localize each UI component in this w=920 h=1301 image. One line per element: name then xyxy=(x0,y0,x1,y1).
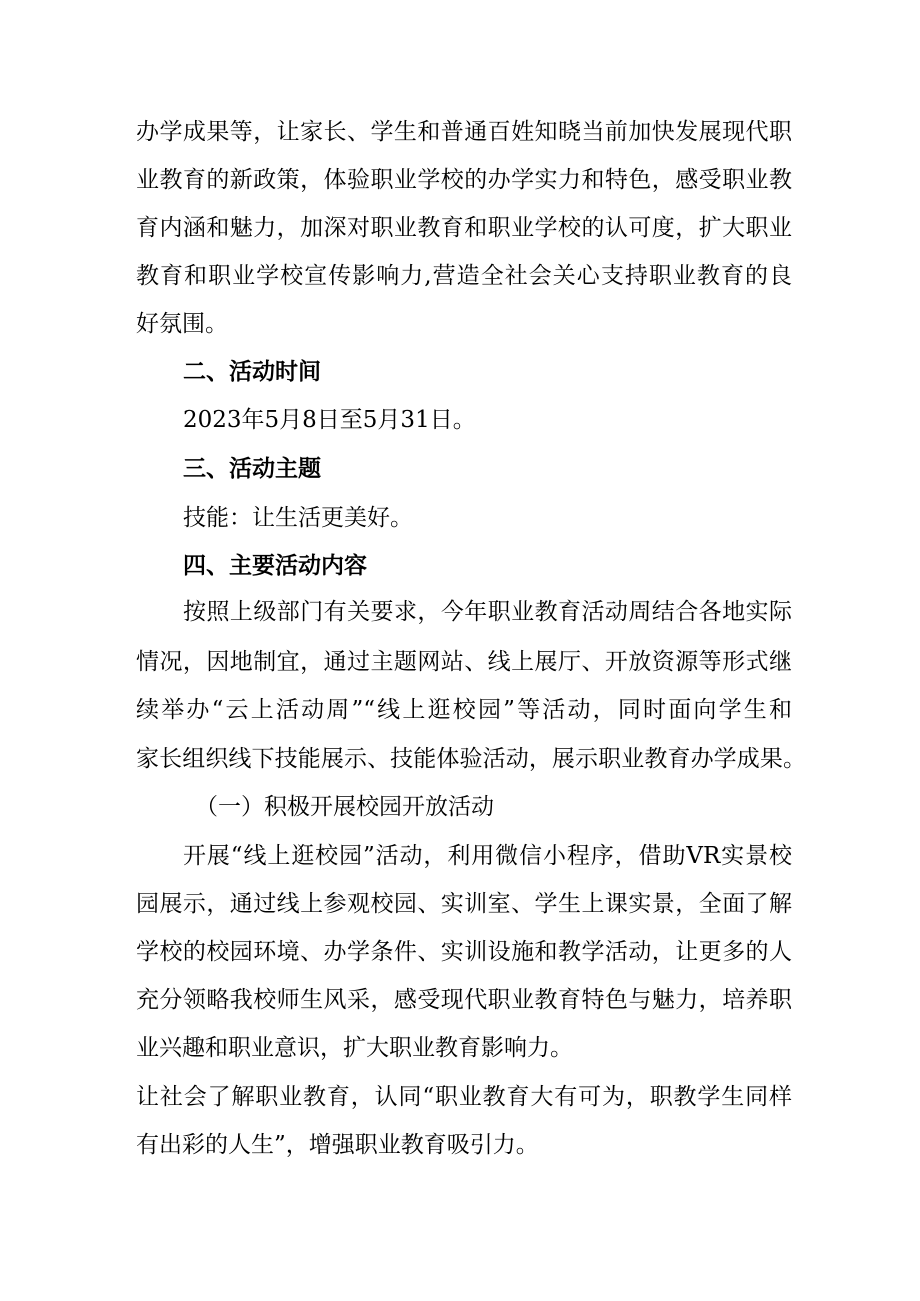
paragraph-line: 园展示，通过线上参观校园、实训室、学生上课实景，全面了解 xyxy=(136,891,792,917)
section-heading-theme: 三、活动主题 xyxy=(183,456,321,482)
paragraph-line: 业教育的新政策，体验职业学校的办学实力和特色，感受职业教 xyxy=(136,167,792,193)
paragraph-line: 家长组织线下技能展示、技能体验活动，展示职业教育办学成果。 xyxy=(136,746,806,772)
activity-date: 2023年5月8日至5月31日。 xyxy=(183,407,476,433)
paragraph-line: 教育和职业学校宣传影响力,营造全社会关心支持职业教育的良 xyxy=(136,263,792,289)
paragraph-line: 充分领略我校师生风采，感受现代职业教育特色与魅力，培养职 xyxy=(136,987,792,1013)
subsection-heading: （一）积极开展校园开放活动 xyxy=(195,794,494,820)
paragraph-line: 情况，因地制宜，通过主题网站、线上展厅、开放资源等形式继 xyxy=(136,649,792,675)
activity-theme: 技能：让生活更美好。 xyxy=(183,505,413,531)
paragraph-line: 按照上级部门有关要求，今年职业教育活动周结合各地实际 xyxy=(183,599,792,625)
paragraph-line: 有出彩的人生”，增强职业教育吸引力。 xyxy=(136,1132,539,1158)
paragraph-line: 好氛围。 xyxy=(136,311,228,337)
paragraph-line: 业兴趣和职业意识，扩大职业教育影响力。 xyxy=(136,1035,573,1061)
paragraph-line: 让社会了解职业教育，认同“职业教育大有可为，职教学生同样 xyxy=(136,1084,792,1110)
paragraph-line: 续举办“云上活动周”“线上逛校园”等活动，同时面向学生和 xyxy=(136,697,792,723)
paragraph-line: 开展“线上逛校园”活动，利用微信小程序，借助VR实景校 xyxy=(183,843,792,869)
paragraph-line: 学校的校园环境、办学条件、实训设施和教学活动，让更多的人 xyxy=(136,939,792,965)
paragraph-line: 育内涵和魅力，加深对职业教育和职业学校的认可度，扩大职业 xyxy=(136,215,792,241)
paragraph-line: 办学成果等，让家长、学生和普通百姓知晓当前加快发展现代职 xyxy=(136,119,792,145)
section-heading-time: 二、活动时间 xyxy=(183,359,321,385)
section-heading-content: 四、主要活动内容 xyxy=(183,553,367,579)
